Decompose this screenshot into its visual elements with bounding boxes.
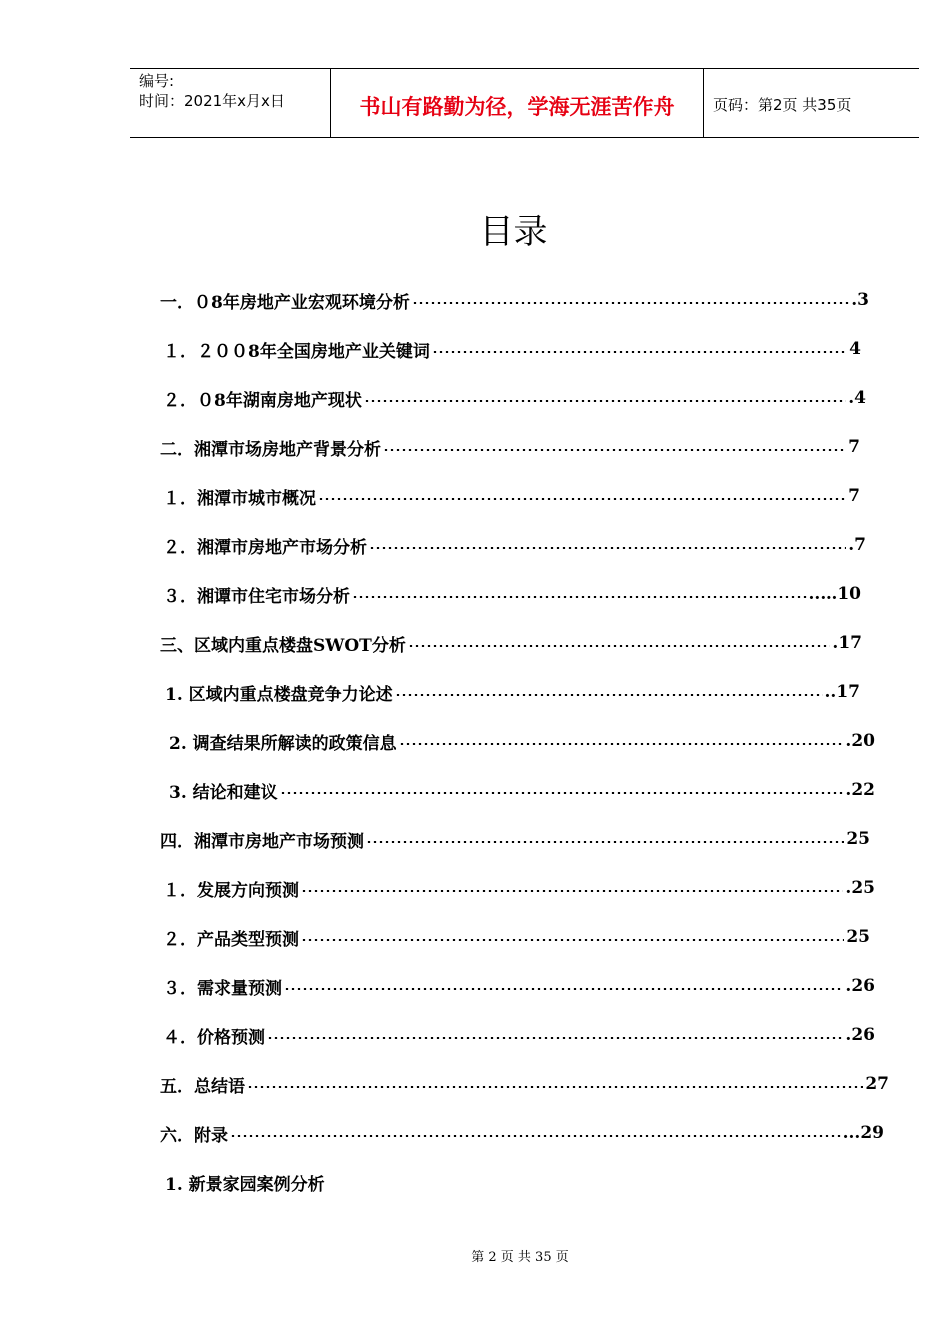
toc-entry-page: ..…10 [808, 584, 861, 604]
toc-dot-leader [366, 841, 844, 843]
header-motto: 书山有路勤为径，学海无涯苦作舟 [331, 69, 704, 137]
toc-entry[interactable] [165, 678, 860, 706]
toc-entry-label: 1. 区域内重点楼盘竞争力论述 [165, 684, 393, 705]
toc-entry[interactable] [163, 923, 870, 951]
toc-entry[interactable] [163, 531, 866, 559]
toc-entry-label: 一．０8年房地产业宏观环境分析 [160, 292, 410, 313]
header-page-info: 页码：第2页 共35页 [713, 95, 852, 114]
toc-entry[interactable] [160, 1070, 889, 1098]
toc-entry-label: 六．附录 [160, 1125, 228, 1146]
toc-dot-leader [352, 596, 807, 598]
toc-entry-label: 2. 调查结果所解读的政策信息 [169, 733, 397, 754]
toc-entry-page: .22 [845, 780, 875, 800]
toc-entry-page: .17 [832, 633, 862, 653]
toc-dot-leader [364, 400, 846, 402]
toc-entry-label: ３．需求量预测 [163, 978, 282, 999]
toc-entry-label: １．２００8年全国房地产业关键词 [163, 341, 430, 362]
toc-entry-page: .25 [845, 878, 875, 898]
toc-entry-label: ２．０8年湖南房地产现状 [163, 390, 362, 411]
toc-entry[interactable] [163, 335, 861, 363]
toc-dot-leader [432, 351, 847, 353]
toc-entry[interactable] [165, 1168, 325, 1196]
toc-entry-label: １．湘潭市城市概况 [163, 488, 316, 509]
toc-entry-page: .4 [848, 388, 866, 408]
toc-entry-label: ３．湘谭市住宅市场分析 [163, 586, 350, 607]
toc-entry-page: ...29 [842, 1123, 884, 1143]
toc-entry-page: 25 [846, 829, 870, 849]
toc-entry-page: 7 [848, 437, 860, 457]
toc-entry-label: ２．湘潭市房地产市场分析 [163, 537, 367, 558]
toc-entry-page: .7 [848, 535, 866, 555]
toc-dot-leader [318, 498, 846, 500]
toc-entry-page: ..17 [824, 682, 860, 702]
toc-entry-label: 3. 结论和建议 [169, 782, 278, 803]
toc-dot-leader [383, 449, 846, 451]
page-title: 目录 [479, 212, 548, 252]
toc-dot-leader [247, 1086, 863, 1088]
toc-entry-page: 4 [849, 339, 861, 359]
toc-entry-page: 27 [865, 1074, 889, 1094]
toc-entry-label: ２．产品类型预测 [163, 929, 299, 950]
toc-entry-page: .26 [845, 976, 875, 996]
toc-entry[interactable] [160, 433, 860, 461]
toc-dot-leader [408, 645, 831, 647]
header-time-label: 时间：2021年x月x日 [139, 92, 285, 110]
toc-entry-label: 三、区域内重点楼盘SWOT分析 [160, 635, 406, 656]
toc-entry[interactable] [163, 482, 860, 510]
toc-entry[interactable] [163, 580, 861, 608]
toc-entry[interactable] [160, 629, 862, 657]
toc-entry-label: 二．湘潭市场房地产背景分析 [160, 439, 381, 460]
header-number-label: 编号: [139, 72, 175, 90]
toc-entry[interactable] [163, 874, 875, 902]
toc-entry-label: １．发展方向预测 [163, 880, 299, 901]
toc-dot-leader [399, 743, 844, 745]
toc-entry[interactable] [169, 776, 875, 804]
toc-entry-page: 7 [848, 486, 860, 506]
toc-entry-label: 五．总结语 [160, 1076, 245, 1097]
toc-dot-leader [369, 547, 846, 549]
toc-dot-leader [280, 792, 844, 794]
toc-entry-page: 25 [846, 927, 870, 947]
page-footer: 第 2 页 共 35 页 [471, 1250, 569, 1265]
toc-dot-leader [267, 1037, 843, 1039]
toc-dot-leader [230, 1135, 841, 1137]
toc-entry-label: 四．湘潭市房地产市场预测 [160, 831, 364, 852]
toc-entry[interactable] [160, 1119, 884, 1147]
toc-dot-leader [395, 694, 823, 696]
toc-entry-page: .26 [845, 1025, 875, 1045]
toc-entry-label: ４．价格预测 [163, 1027, 265, 1048]
toc-entry[interactable] [163, 972, 875, 1000]
toc-entry[interactable] [163, 1021, 875, 1049]
toc-dot-leader [284, 988, 843, 990]
toc-dot-leader [301, 890, 843, 892]
toc-dot-leader [301, 939, 844, 941]
toc-entry[interactable] [169, 727, 875, 755]
toc-dot-leader [412, 302, 849, 304]
toc-entry-page: .20 [845, 731, 875, 751]
toc-entry-page: .3 [851, 290, 869, 310]
toc-entry-label: 1. 新景家园案例分析 [165, 1174, 325, 1195]
toc-entry[interactable] [160, 825, 870, 853]
toc-entry[interactable] [160, 286, 869, 314]
toc-entry[interactable] [163, 384, 866, 412]
